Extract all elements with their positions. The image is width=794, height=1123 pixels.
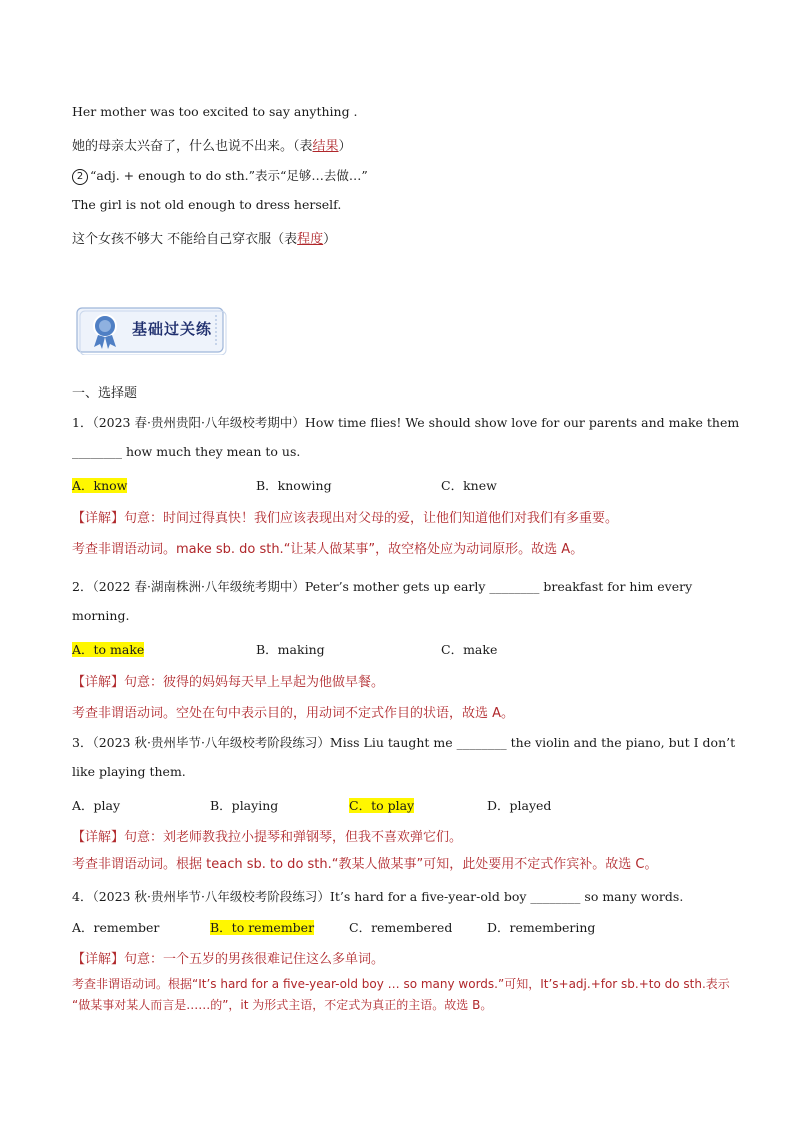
- example2-meaning-mark: 程度: [297, 232, 324, 247]
- q3-stem-line1: 3．（2023 秋·贵州毕节·八年级校考阶段练习）Miss Liu taught me ________ the violin and the piano, but I don’t: [72, 735, 736, 750]
- q4-option-b[interactable]: B．to remember: [210, 920, 315, 935]
- example2-chinese: 这个女孩不够大 不能给自己穿衣服（表程度）: [72, 232, 337, 247]
- q3-detail-line1: 【详解】句意：刘老师教我拉小提琴和弹钢琴，但我不喜欢弹它们。: [72, 830, 463, 845]
- example2-english: The girl is not old enough to dress herself.: [72, 197, 342, 212]
- q2-stem-line1: 2．（2022 春·湖南株洲·八年级统考期中）Peter’s mother gets up early ________ breakfast for him every: [72, 579, 693, 594]
- example1-chinese: 她的母亲太兴奋了，什么也说不出来。（表结果）: [72, 139, 352, 154]
- banner-title: 基础过关练: [132, 320, 213, 338]
- detail-label: 【详解】: [72, 675, 125, 690]
- example1-meaning-mark: 结果: [312, 139, 339, 154]
- section-title: 一、选择题: [72, 386, 138, 401]
- q4-option-c[interactable]: C．remembered: [349, 920, 453, 935]
- q1-option-b[interactable]: B．knowing: [256, 478, 332, 493]
- q2-detail-line2: 考查非谓语动词。空处在句中表示目的，用动词不定式作目的状语，故选 A。: [72, 706, 515, 721]
- q2-option-c[interactable]: C．make: [441, 642, 498, 657]
- q1-stem-line1: 1．（2023 春·贵州贵阳·八年级校考期中）How time flies! We should show love for our parents and make them: [72, 415, 740, 430]
- detail-label: 【详解】: [72, 830, 125, 845]
- q3-stem-line2: like playing them.: [72, 764, 186, 779]
- q2-option-a[interactable]: A．to make: [72, 642, 145, 657]
- q4-option-d[interactable]: D．remembering: [487, 920, 596, 935]
- q2-stem-line2: morning.: [72, 608, 130, 623]
- q3-option-d[interactable]: D．played: [487, 798, 552, 813]
- detail-label: 【详解】: [72, 511, 125, 526]
- q1-option-c[interactable]: C．knew: [441, 478, 497, 493]
- q3-detail-line2: 考查非谓语动词。根据 teach sb. to do sth.“教某人做某事”可知，此处要用不定式作宾补。故选 C。: [72, 857, 658, 872]
- q3-option-c[interactable]: C．to play: [349, 798, 415, 813]
- q3-option-a[interactable]: A．play: [72, 798, 121, 813]
- q1-detail-line2: 考查非谓语动词。make sb. do sth.“让某人做某事”，故空格处应为动词原形。故选 A。: [72, 542, 584, 557]
- q4-option-a[interactable]: A．remember: [72, 920, 160, 935]
- q4-stem-line1: 4．（2023 秋·贵州毕节·八年级校考阶段练习）It’s hard for a five-year-old boy ________ so many words.: [72, 889, 684, 904]
- rule2-line: 2 “adj. + enough to do sth.”表示“足够…去做…”: [72, 166, 368, 185]
- detail-label: 【详解】: [72, 952, 125, 967]
- q1-detail-line1: 【详解】句意：时间过得真快！我们应该表现出对父母的爱，让他们知道他们对我们有多重要。: [72, 511, 619, 526]
- q3-option-b[interactable]: B．playing: [210, 798, 279, 813]
- q2-detail-line1: 【详解】句意：彼得的妈妈每天早上早起为他做早餐。: [72, 675, 385, 690]
- q4-detail-line3: “做某事对某人而言是……的”，it 为形式主语，不定式为真正的主语。故选 B。: [72, 998, 493, 1012]
- q4-detail-line1: 【详解】句意：一个五岁的男孩很难记住这么多单词。: [72, 952, 385, 967]
- q1-stem-line2: ________ how much they mean to us.: [72, 444, 301, 459]
- q2-option-b[interactable]: B．making: [256, 642, 325, 657]
- q1-option-a[interactable]: A．know: [72, 478, 128, 493]
- q4-detail-line2: 考查非谓语动词。根据“It’s hard for a five-year-old boy … so many words.”可知，It’s+adj.+for sb.+to do sth.表示: [72, 977, 730, 991]
- circled-number: 2: [72, 169, 88, 185]
- example1-english: Her mother was too excited to say anything .: [72, 104, 358, 119]
